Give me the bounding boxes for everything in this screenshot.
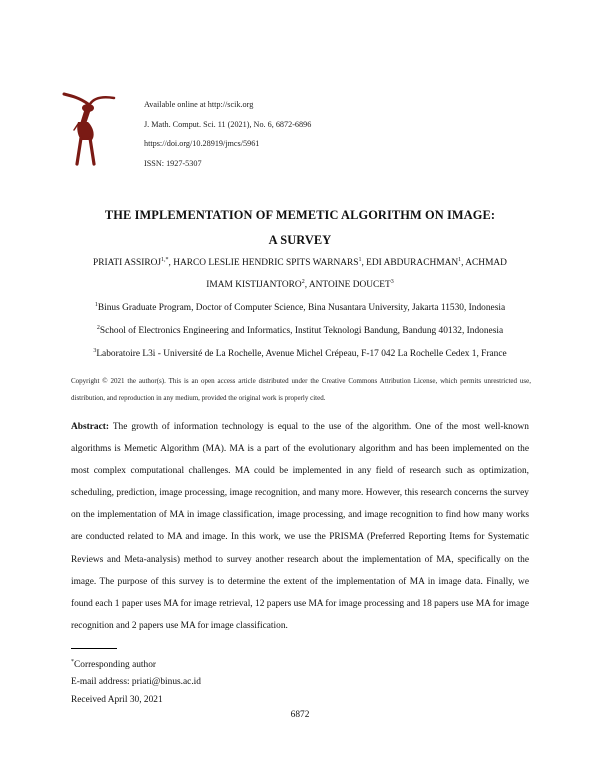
affiliation-text: Binus Graduate Program, Doctor of Computer Science, Bina Nusantara University, Jakarta 11530, Indonesia [97,303,506,313]
affiliation-1 [0,303,600,313]
author-name: , ANTOINE DOUCET [304,280,391,290]
doi-link[interactable]: https://doi.org/10.28919/jmcs/5961 [144,139,260,148]
corresponding-author-text: Corresponding author [74,660,157,670]
abstract-text: The growth of information technology is equal to the use of the algorithm. One of the most well-known algorithms is Memetic Algorithm (MA). MA is a part of the evolutionary algorithm and has been implemented on the most complex computational challenges. MA could be implemented in any field of research such as optimization, scheduling, prediction, image processing, image recognition, and many more. However, this research concerns the survey on the implementation of MA in image classification, image processing, and image recognition to find how many works are conducted related to MA and image. In this work, we use the PRISMA (Preferred Reporting Items for Systematic Reviews and Meta-analysis) method to survey another research about the implementation of MA, specifically on the image. The purpose of this survey is to determine the extent of the implementation of MA in image data. Finally, we found each 1 paper uses MA for image retrieval, 12 papers use MA for image processing and 18 papers use MA for image recognition and 2 papers use MA for image classification. [71,422,529,631]
page-number: 6872 [290,710,310,720]
availability-line: Available online at http://scik.org [144,100,254,109]
abstract-label: Abstract: [71,422,110,432]
abstract [71,416,529,637]
corresponding-author-note [71,657,201,674]
author-name: IMAM KISTIJANTORO [206,280,302,290]
copyright-notice: Copyright © 2021 the author(s). This is an open access article distributed under the Creative Commons Attribution License, which permits unrestricted use, distribution, and reproduction in any medium, provided the original work is properly cited. [71,377,531,402]
affiliation-mark: 3 [93,347,97,354]
journal-citation: J. Math. Comput. Sci. 11 (2021), No. 6, 6872-6896 [144,119,312,129]
author-affiliation-mark: 2 [301,278,305,285]
affiliation-mark: 1 [94,301,98,308]
footnotes [71,657,201,709]
author-affiliation-mark: 1 [358,256,362,263]
gazelle-logo-icon [58,84,118,166]
footnote-divider [71,648,117,649]
author-name: , ACHMAD [461,258,507,268]
author-name: , EDI ABDURACHMAN [361,258,459,268]
affiliation-3 [0,349,600,359]
issn-line: ISSN: 1927-5307 [144,158,202,168]
affiliation-mark: 2 [96,324,100,331]
author-name: , HARCO LESLIE HENDRIC SPITS WARNARS [168,258,359,268]
publication-info [144,95,311,173]
authors-line-2 [0,280,600,290]
author-name: PRIATI ASSIROJ [93,258,162,268]
author-affiliation-mark: 3 [390,278,394,285]
footnote-mark: * [71,658,74,665]
affiliation-text: Laboratoire L3i - Université de La Rochelle, Avenue Michel Crépeau, F-17 042 La Rochelle Cedex 1, France [96,349,507,359]
author-affiliation-mark: 1,* [161,256,169,263]
email-address: E-mail address: priati@binus.ac.id [71,677,201,688]
affiliation-2 [0,326,600,336]
authors-line-1 [0,258,600,268]
paper-title-line-2: A SURVEY [268,233,332,247]
affiliation-text: School of Electronics Engineering and Informatics, Institut Teknologi Bandung, Bandung 40132, Indonesia [99,326,504,336]
received-date: Received April 30, 2021 [71,694,163,705]
paper-title-line-1: THE IMPLEMENTATION OF MEMETIC ALGORITHM ON IMAGE: [104,208,496,222]
author-affiliation-mark: 1 [458,256,462,263]
